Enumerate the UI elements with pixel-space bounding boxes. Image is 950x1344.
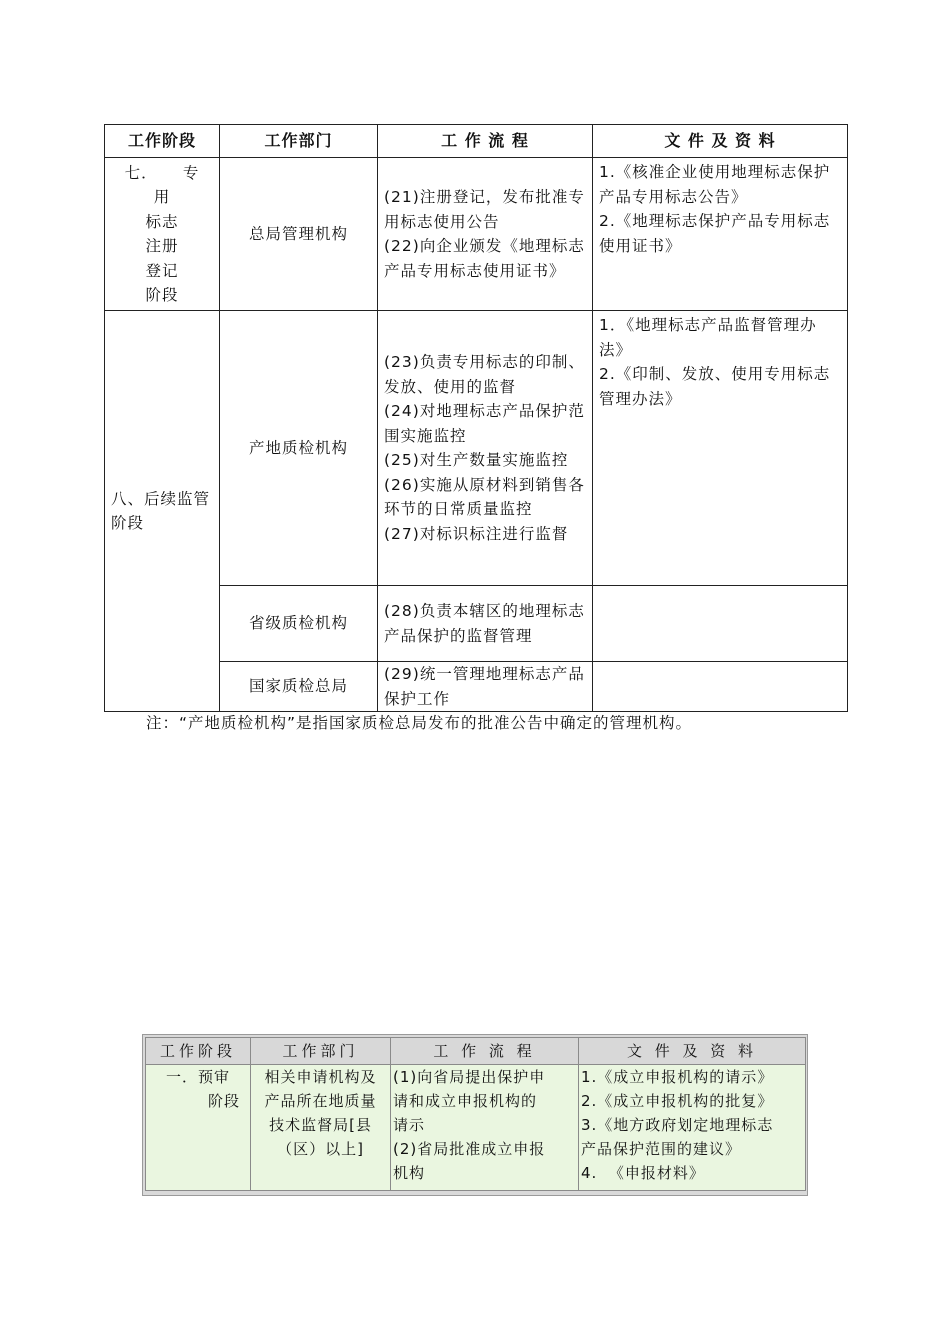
department-line: 技术监督局[县 bbox=[269, 1116, 372, 1134]
document-item: 2.《印制、发放、使用专用标志管理办法》 bbox=[599, 365, 831, 408]
document-item: 2.《地理标志保护产品专用标志使用证书》 bbox=[599, 212, 831, 255]
department-line: 相关申请机构及 bbox=[264, 1068, 377, 1086]
department-cell: 国家质检总局 bbox=[220, 662, 378, 712]
header-documents: 文 件 及 资 料 bbox=[579, 1038, 806, 1065]
document-line: 1.《成立申报机构的请示》 bbox=[581, 1068, 774, 1086]
process-cell bbox=[378, 158, 593, 311]
header-process: 工 作 流 程 bbox=[378, 125, 593, 158]
process-item: (23)负责专用标志的印制、发放、使用的监督 bbox=[384, 353, 585, 396]
process-line: 请和成立申报机构的 bbox=[393, 1092, 538, 1110]
department-cell: 省级质检机构 bbox=[220, 586, 378, 662]
process-item: (28)负责本辖区的地理标志产品保护的监督管理 bbox=[384, 602, 585, 645]
process-line: (1)向省局提出保护申 bbox=[393, 1068, 546, 1086]
process-line: 机构 bbox=[393, 1164, 426, 1182]
table-header-row bbox=[146, 1038, 806, 1065]
process-cell bbox=[378, 662, 593, 712]
table-note: 注：“产地质检机构”是指国家质检总局发布的批准公告中确定的管理机构。 bbox=[146, 714, 693, 732]
table-header-row bbox=[105, 125, 848, 158]
process-item: (21)注册登记，发布批准专用标志使用公告 bbox=[384, 188, 585, 231]
document-item: 1.《核准企业使用地理标志保护产品专用标志公告》 bbox=[599, 163, 831, 206]
process-cell bbox=[391, 1065, 579, 1191]
documents-cell bbox=[579, 1065, 806, 1191]
department-cell: 产地质检机构 bbox=[220, 311, 378, 586]
process-cell bbox=[378, 586, 593, 662]
document-line: 产品保护范围的建议》 bbox=[581, 1140, 742, 1158]
stage-line: 标志 bbox=[145, 212, 179, 231]
process-item: (22)向企业颁发《地理标志产品专用标志使用证书》 bbox=[384, 237, 585, 280]
stage-line: 阶段 bbox=[207, 1092, 240, 1110]
documents-cell bbox=[593, 586, 848, 662]
documents-cell bbox=[593, 311, 848, 586]
process-table-lower bbox=[145, 1037, 806, 1191]
documents-cell bbox=[593, 158, 848, 311]
table-row bbox=[146, 1065, 806, 1191]
process-item: (24)对地理标志产品保护范围实施监控 bbox=[384, 402, 585, 445]
department-cell bbox=[251, 1065, 391, 1191]
stage-cell bbox=[146, 1065, 251, 1191]
department-line: 产品所在地质量 bbox=[264, 1092, 377, 1110]
stage-cell bbox=[105, 158, 220, 311]
stage-line: 阶段 bbox=[145, 286, 179, 304]
header-stage: 工作阶段 bbox=[105, 125, 220, 158]
department-line: （区）以上] bbox=[277, 1140, 364, 1158]
header-stage: 工作阶段 bbox=[146, 1038, 251, 1065]
document-line: 3.《地方政府划定地理标志 bbox=[581, 1116, 774, 1134]
process-line: (2)省局批准成立申报 bbox=[393, 1140, 546, 1158]
documents-cell bbox=[593, 662, 848, 712]
stage-line: 登记 bbox=[145, 261, 179, 280]
table-row bbox=[105, 311, 848, 586]
process-item: (27)对标识标注进行监督 bbox=[384, 524, 569, 543]
header-department: 工作部门 bbox=[220, 125, 378, 158]
stage-line: 用 bbox=[153, 188, 171, 206]
process-item: (25)对生产数量实施监控 bbox=[384, 451, 569, 469]
document-item: 1．《地理标志产品监督管理办法》 bbox=[599, 316, 817, 359]
process-item: (26)实施从原材料到销售各环节的日常质量监控 bbox=[384, 475, 585, 518]
table-row bbox=[105, 158, 848, 311]
header-process: 工 作 流 程 bbox=[391, 1038, 579, 1065]
process-table-upper bbox=[104, 124, 848, 712]
stage-cell: 八、后续监管阶段 bbox=[105, 311, 220, 712]
department-cell: 总局管理机构 bbox=[220, 158, 378, 311]
stage-line: 一．预审 bbox=[165, 1068, 230, 1086]
process-line: 请示 bbox=[393, 1116, 426, 1134]
stage-line: 注册 bbox=[145, 237, 179, 255]
stage-line: 七． 专 bbox=[124, 163, 200, 182]
process-item: (29)统一管理地理标志产品保护工作 bbox=[384, 665, 585, 708]
document-line: 4. 《申报材料》 bbox=[581, 1164, 705, 1182]
header-department: 工作部门 bbox=[251, 1038, 391, 1065]
header-documents: 文 件 及 资 料 bbox=[593, 125, 848, 158]
process-cell bbox=[378, 311, 593, 586]
document-line: 2.《成立申报机构的批复》 bbox=[581, 1092, 774, 1110]
